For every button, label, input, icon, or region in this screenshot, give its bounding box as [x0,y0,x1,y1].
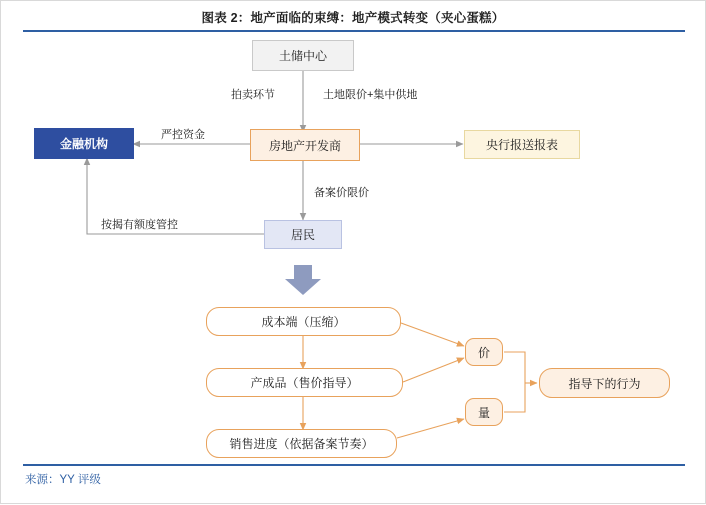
node-cost-side [206,307,401,336]
node-guided-behavior [539,368,670,398]
node-label: 金融机构 [59,137,108,151]
node-label: 成本端（压缩） [261,315,346,329]
node-central-bank-report [464,130,580,159]
node-residents [264,220,342,249]
page-title: 图表 2：地产面临的束缚：地产模式转变（夹心蛋糕） [201,11,505,25]
edge-label-mortgage-quota-control: 按揭有额度管控 [101,219,178,231]
source-note: 来源：YY 评级 [25,474,101,486]
node-label: 产成品（售价指导） [250,376,359,390]
node-label: 土储中心 [278,49,327,63]
node-price [465,338,503,366]
edge-label-land-price-limit: 土地限价+集中供地 [323,89,418,101]
node-finished-product [206,368,403,397]
edge-label-filing-price-limit: 备案价限价 [314,187,369,199]
node-financial-institution [34,128,134,159]
node-label: 居民 [290,228,315,242]
edge-label-strict-funding-control: 严控资金 [161,129,205,141]
node-label: 房地产开发商 [268,138,341,153]
node-label: 指导下的行为 [568,376,641,391]
node-label: 央行报送报表 [485,138,558,152]
node-real-estate-developer [250,129,360,161]
node-label: 价 [477,345,490,360]
edge-label-auction: 拍卖环节 [231,89,275,101]
node-sales-progress [206,429,397,458]
node-volume [465,398,503,426]
node-label: 销售进度（依据备案节奏） [229,437,374,451]
down-arrow-icon [285,265,321,295]
node-label: 量 [477,405,490,420]
node-land-reserve-center [252,40,354,71]
